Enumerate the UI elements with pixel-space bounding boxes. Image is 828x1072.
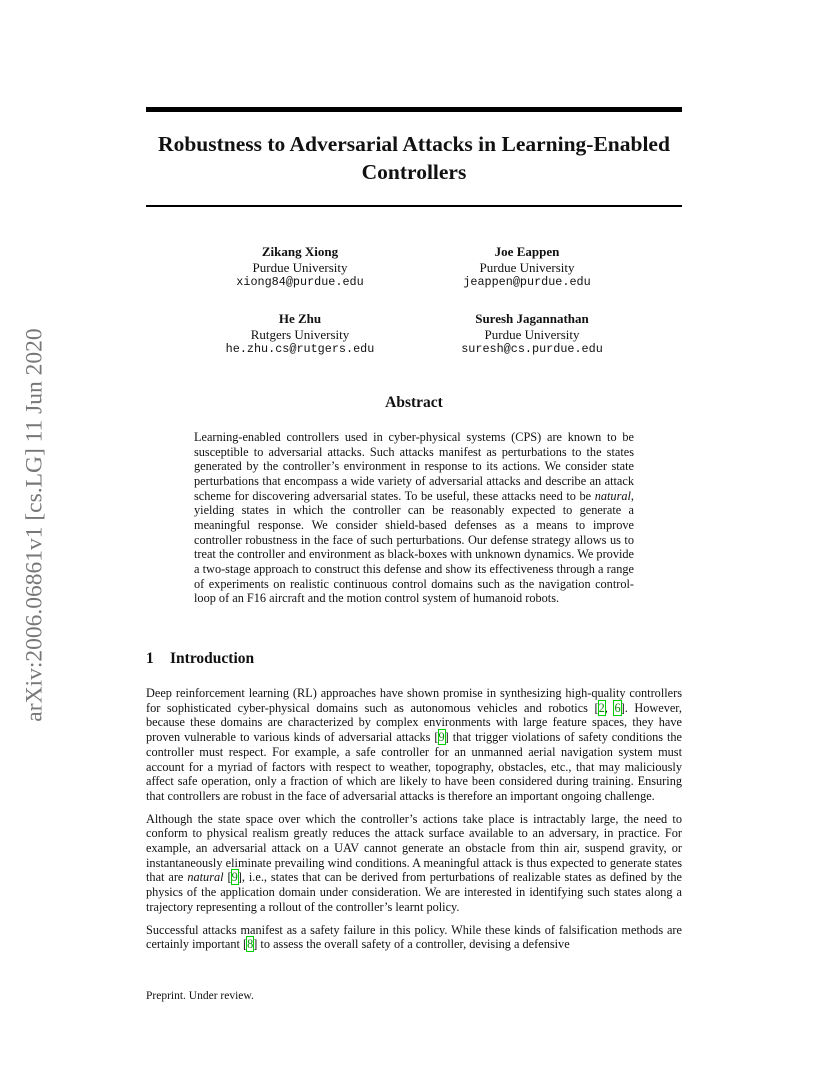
abstract-heading: Abstract <box>385 394 443 411</box>
paragraph-text: to assess the overall safety of a controller, devising a defensive <box>257 937 570 952</box>
paragraph-text: . However, because these domains are characterized by complex environments with large feature spaces, they have proven vulnerable to various kinds of adversarial attacks <box>146 700 682 745</box>
paragraph-emphasis: natural <box>187 870 224 885</box>
author-block <box>407 244 647 291</box>
paragraph: Deep reinforcement learning (RL) approaches have shown promise in synthesizing high-quality controllers for sophisticated cyber-physical domains such as autonomous vehicles and robotics [2, 6]. However, because these domains are characterized by complex environments with large feature spaces, they have proven vulnerable to various kinds of adversarial attacks [9] that trigger violations of safety conditions the controller must respect. For example, a safe controller for an unmanned aerial navigation system must account for a myriad of factors with respect to weather, topography, obstacles, etc., that may maliciously affect safe operation, only a fraction of which are likely to have been considered during training. Ensuring that controllers are robust in the face of adversarial attacks is therefore an important ongoing challenge. <box>146 686 683 803</box>
citation-link[interactable]: 6 <box>614 700 621 715</box>
author-block <box>412 311 652 358</box>
author-name: Suresh Jagannathan <box>475 311 589 326</box>
author-affiliation: Rutgers University <box>250 326 350 342</box>
citation-link[interactable]: 9 <box>438 730 445 745</box>
paragraph-text: Although the state space over which the controller’s actions take place is intractably large, the need to conform to physical realism greatly reduces the attack surface available to an adversary, in practice. For example, an adversarial attack on a UAV cannot generate an obstacle from thin air, suspend gravity, or instantaneously eliminate prevailing wind conditions. A meaningful attack is thus expected to generate states that are <box>146 811 682 885</box>
author-affiliation: Purdue University <box>479 259 575 275</box>
section-number: 1 <box>146 650 154 667</box>
author-email[interactable]: jeappen@purdue.edu <box>463 275 591 289</box>
paragraph-text: that trigger violations of safety conditions the controller must respect. For example, a safe controller for an unmanned aerial navigation system must account for a myriad of factors with respect to weather, topography, obstacles, etc., that may maliciously affect safe operation, only a fraction of which are likely to have been considered during training. Ensuring that controllers are robust in the face of adversarial attacks is therefore an important ongoing challenge. <box>146 730 683 803</box>
paragraph-text: , i.e., states that can be derived from perturbations of realizable states as defined by the physics of the application domain under consideration. We are interested in identifying such states along a trajectory representing a rollout of the controller’s learnt policy. <box>146 870 683 914</box>
title-top-rule <box>146 107 682 112</box>
author-block <box>180 244 420 291</box>
abstract-text: , yielding states in which the controller can be reasonably expected to generate a meaningful response. We consider shield-based defenses as a means to improve controller robustness in the face of such perturbations. Our defense strategy allows us to treat the controller and environment as black-boxes with unknown dynamics. We provide a two-stage approach to construct this defense and show its effectiveness through a range of experiments on realistic continuous control domains such as the navigation control-loop of an F16 aircraft and the motion control system of humanoid robots. <box>194 488 634 606</box>
paragraph: Although the state space over which the controller’s actions take place is intractably large, the need to conform to physical realism greatly reduces the attack surface available to an adversary, in practice. For example, an adversarial attack on a UAV cannot generate an obstacle from thin air, suspend gravity, or instantaneously eliminate prevailing wind conditions. A meaningful attack is thus expected to generate states that are natural [9], i.e., states that can be derived from perturbations of realizable states as defined by the physics of the application domain under consideration. We are interested in identifying such states along a trajectory representing a rollout of the controller’s learnt policy. <box>146 811 683 914</box>
author-block <box>180 311 420 358</box>
section-heading <box>146 650 254 668</box>
author-email[interactable]: he.zhu.cs@rutgers.edu <box>225 342 375 356</box>
paragraph-text: Successful attacks manifest as a safety failure in this policy. While these kinds of falsification methods are certainly important <box>146 922 682 952</box>
citation-link[interactable]: 2 <box>598 700 605 715</box>
paragraph-text: Deep reinforcement learning (RL) approaches have shown promise in synthesizing high-quality controllers for sophisticated cyber-physical domains such as autonomous vehicles and robotics <box>146 686 682 715</box>
author-email[interactable]: suresh@cs.purdue.edu <box>461 342 603 356</box>
author-name: Zikang Xiong <box>261 244 339 259</box>
abstract-text: Learning-enabled controllers used in cyber-physical systems (CPS) are known to be susceptible to adversarial attacks. Such attacks manifest as perturbations to the states generated by the controller’s environment in response to its actions. We consider state perturbations that encompass a wide variety of adversarial attacks and describe an attack scheme for discovering adversarial states. To be useful, these attacks need to be <box>194 430 634 503</box>
author-name: Joe Eappen <box>494 244 560 259</box>
author-affiliation: Purdue University <box>484 326 580 342</box>
arxiv-identifier-sidebar <box>16 290 54 760</box>
introduction-body <box>146 686 682 960</box>
author-email[interactable]: xiong84@purdue.edu <box>236 275 364 289</box>
paragraph: Successful attacks manifest as a safety failure in this policy. While these kinds of falsification methods are certainly important [8] to assess the overall safety of a controller, devising a defensive <box>146 922 682 952</box>
title-bottom-rule <box>146 205 682 207</box>
paper-title: Robustness to Adversarial Attacks in Learning-Enabled Controllers <box>158 132 670 184</box>
arxiv-identifier: arXiv:2006.06861v1 [cs.LG] 11 Jun 2020 <box>21 328 48 722</box>
footer-note: Preprint. Under review. <box>146 990 254 1002</box>
abstract-body <box>194 430 634 606</box>
author-name: He Zhu <box>278 311 322 326</box>
citation-link[interactable]: 8 <box>247 937 254 952</box>
abstract-emphasis: natural <box>594 488 631 503</box>
citation-separator: , <box>604 700 615 715</box>
section-title: Introduction <box>170 650 255 667</box>
citation-link[interactable]: 9 <box>231 870 238 885</box>
author-affiliation: Purdue University <box>252 259 348 275</box>
